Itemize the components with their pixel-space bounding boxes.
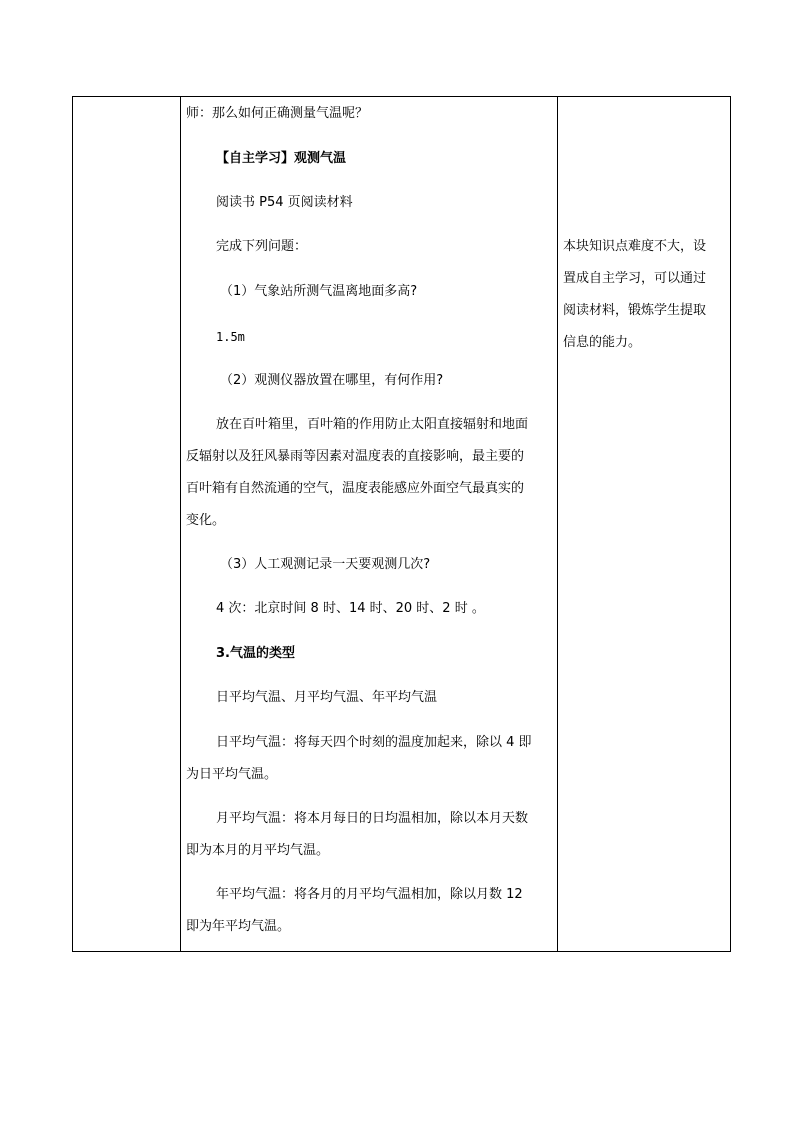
answer-3: 4 次：北京时间 8 时、14 时、20 时、2 时 。 — [216, 601, 485, 616]
column-divider-right — [557, 97, 558, 951]
answer-2-line: 放在百叶箱里，百叶箱的作用防止太阳直接辐射和地面 — [216, 417, 529, 432]
answer-1: 1.5m — [216, 330, 245, 344]
daily-average-line: 为日平均气温。 — [186, 767, 278, 782]
monthly-average-line: 即为本月的月平均气温。 — [186, 843, 330, 858]
section-heading: 【自主学习】观测气温 — [216, 151, 347, 166]
reading-instruction: 阅读书 P54 页阅读材料 — [216, 195, 353, 210]
design-note-line: 阅读材料，锻炼学生提取 — [563, 303, 707, 318]
column-divider-left — [180, 97, 181, 951]
question-2: （2）观测仪器放置在哪里，有何作用? — [220, 373, 444, 388]
design-note-line: 本块知识点难度不大，设 — [563, 239, 707, 254]
intro-question: 师：那么如何正确测量气温呢？ — [186, 106, 369, 121]
design-note-line: 信息的能力。 — [563, 335, 642, 350]
yearly-average-line: 即为年平均气温。 — [186, 919, 291, 934]
types-heading: 3.气温的类型 — [216, 646, 295, 661]
task-prompt: 完成下列问题： — [216, 239, 308, 254]
lesson-table — [72, 96, 731, 952]
question-1: （1）气象站所测气温离地面多高? — [220, 284, 418, 299]
answer-2-line: 百叶箱有自然流通的空气，温度表能感应外面空气最真实的 — [186, 481, 525, 496]
yearly-average-line: 年平均气温：将各月的月平均气温相加，除以月数 12 — [216, 887, 523, 902]
monthly-average-line: 月平均气温：将本月每日的日均温相加，除以本月天数 — [216, 811, 529, 826]
types-list: 日平均气温、月平均气温、年平均气温 — [216, 690, 438, 705]
design-note-line: 置成自主学习，可以通过 — [563, 271, 707, 286]
daily-average-line: 日平均气温：将每天四个时刻的温度加起来，除以 4 即 — [216, 735, 532, 750]
answer-2-line: 反辐射以及狂风暴雨等因素对温度表的直接影响，最主要的 — [186, 449, 525, 464]
question-3: （3）人工观测记录一天要观测几次? — [220, 557, 431, 572]
answer-2-line: 变化。 — [186, 513, 226, 528]
